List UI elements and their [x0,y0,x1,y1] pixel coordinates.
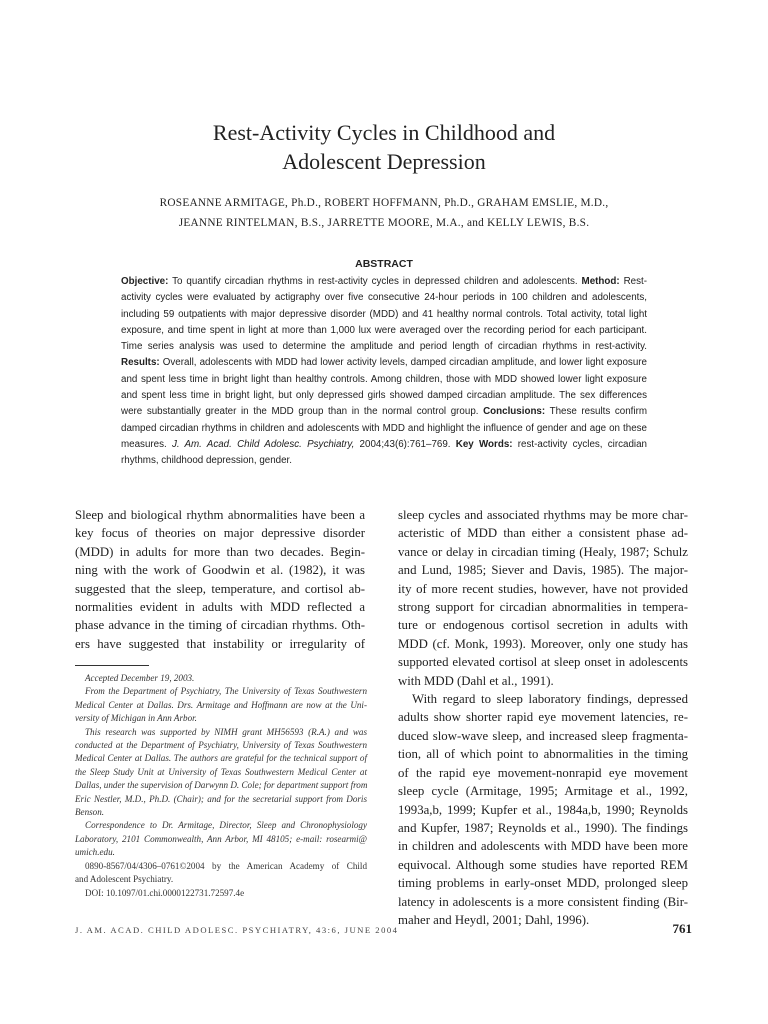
abstract-line: and spent less time in bright light than healthy controls. Among children, those with MDD showed lower light exposure [121,373,647,385]
title-line-2: Adolescent Depression [282,149,486,174]
abstract-heading: ABSTRACT [355,258,413,270]
footnote-line: Eric Nestler, M.D., Ph.D. (Chair); and for the secretarial support from Doris [75,793,367,804]
abstract-line [121,355,647,371]
body-line: Sleep and biological rhythm abnormalities have been a [75,508,365,522]
footnote-line: conducted at the Department of Psychiatry, University of Texas Southwestern [75,740,367,751]
abstract-line [121,404,647,420]
conclusions-label: Conclusions: [483,406,546,418]
body-line: maher and Heydl, 2001; Dahl, 1996). [398,912,590,927]
body-line: adults show shorter rapid eye movement latencies, re- [398,710,688,725]
footnote-line: Benson. [75,807,105,818]
body-line: ers have suggested that instability or irregularity of [75,636,365,651]
objective-label: Objective: [121,276,169,287]
abstract-line: exposure, and time spent in light at more than 1,000 lux were averaged over the recording period for each participant. [121,324,647,336]
body-line: sleep cycle (Armitage, 1995; Armitage et al., 1992, [398,784,688,799]
page-number: 761 [672,921,692,936]
body-line: key focus of theories on major depressive disorder [75,526,365,541]
title-line-1: Rest-Activity Cycles in Childhood and [212,120,556,145]
body-line: ity of more recent studies, however, have not provided [398,581,688,596]
body-line: duced slow-wave sleep, and increased sleep fragmenta- [398,728,688,743]
abstract-line: damped circadian rhythms in children and adolescents with MDD and highlight the influence of gender and age on these [121,422,647,434]
body-line: tion, all of which point to abnormalities in the timing [398,747,688,762]
body-line: with MDD (Dahl et al., 1991). [398,673,554,688]
body-line: (MDD) in adults for more than two decades. Begin- [75,544,365,559]
body-line: timing problems in early-onset MDD, prolonged sleep [398,876,688,891]
abstract-text: Rest- [619,276,647,287]
authors-line-1: ROSEANNE ARMITAGE, Ph.D., ROBERT HOFFMANN, Ph.D., GRAHAM EMSLIE, M.D., [159,197,609,209]
running-footer: J. AM. ACAD. CHILD ADOLESC. PSYCHIATRY, 43:6, JUNE 2004 [75,925,399,935]
footnote-line: This research was supported by NIMH grant MH56593 (R.A.) and was [85,726,367,737]
article-title [0,118,768,176]
abstract-text: To quantify circadian rhythms in rest-activity cycles in depressed children and adolescents. [168,276,582,287]
footnote-line: and Adolescent Psychiatry. [75,874,174,885]
abstract-line: and spent less time in bright light, but only depressed girls showed damped circadian amplitude. The sex differences [121,390,647,402]
key-words-label: Key Words: [455,438,513,450]
abstract-body [121,274,647,470]
body-line: MDD (cf. Monk, 1993). Moreover, only one study has [398,636,688,651]
abstract-line [121,274,647,290]
abstract-text: 2004;43(6):761–769. [354,438,456,450]
body-line: phase advance in the timing of circadian rhythms. Oth- [75,618,365,633]
body-line: latency in adolescents is a more consistent finding (Bir- [398,894,688,909]
abstract-line: rhythms, childhood depression, gender. [121,455,293,467]
body-line: normalities evident in adults with MDD reflected a [75,600,365,615]
abstract-text: measures. [121,438,172,450]
right-column-body [398,506,688,929]
body-line: acteristic of MDD than either a consistent phase ad- [398,526,688,541]
body-line: in children and adolescents with MDD have been more [398,839,688,854]
footnote-line: the Sleep Study Unit at University of Texas Southwestern Medical Center at [75,766,367,777]
abstract-line: Time series analysis was used to determine the amplitude and period length of circadian rhythms in rest-activity. [121,341,647,353]
footnote-line: Medical Center at Dallas. The authors are grateful for the technical support of [75,753,367,764]
footnotes [75,672,367,900]
footnote-line: 0890-8567/04/4306–0761©2004 by the American Academy of Child [85,860,367,871]
body-line: sleep cycles and associated rhythms may be more char- [398,508,688,522]
body-line: ning with the work of Goodwin et al. (1982), it was [75,563,365,578]
abstract-text: rest-activity cycles, circadian [512,438,647,450]
footnote-line: Correspondence to Dr. Armitage, Director, Sleep and Chronophysiology [85,820,367,831]
footnote-divider [75,665,149,666]
method-label: Method: [581,276,620,287]
body-line: and Lund, 1985; Siever and Davis, 1985). The major- [398,563,688,578]
body-line: strong support for circadian abnormalities in tempera- [398,600,688,615]
abstract-line [121,437,647,453]
results-label: Results: [121,357,160,369]
citation-journal: J. Am. Acad. Child Adolesc. Psychiatry, [171,438,355,450]
left-column-body [75,506,365,653]
abstract-text: Overall, adolescents with MDD had lower activity levels, damped circadian amplitude, and lower light exposure [159,357,647,369]
abstract-text: were substantially greater in the MDD group than in the normal control group. [121,406,484,418]
author-list [0,193,768,233]
footnote-line: Accepted December 19, 2003. [85,673,195,683]
abstract-line: including 59 outpatients with major depressive disorder (MDD) and 41 healthy normal controls. Total activity, total light [121,308,647,320]
body-line: of the rapid eye movement-nonrapid eye movement [398,765,688,780]
footnote-line: DOI: 10.1097/01.chi.0000122731.72597.4e [85,887,245,898]
body-line: supported elevated cortisol at sleep onset in adolescents [398,655,688,670]
footnote-line: versity of Michigan in Ann Arbor. [75,713,197,724]
authors-line-2: JEANNE RINTELMAN, B.S., JARRETTE MOORE, M.A., and KELLY LEWIS, B.S. [178,217,590,229]
abstract-text: These results confirm [545,406,647,418]
body-line: With regard to sleep laboratory findings, depressed [412,692,688,707]
footnote-line: Medical Center at Dallas. Drs. Armitage and Hoffmann are now at the Uni- [75,699,367,710]
body-line: equivocal. Although some studies have reported REM [398,857,688,872]
body-line: vance or delay in circadian timing (Healy, 1987; Schulz [398,544,688,559]
body-line: and Kupfer, 1987; Reynolds et al., 1990). The findings [398,820,688,835]
footnote-line: From the Department of Psychiatry, The University of Texas Southwestern [85,686,367,697]
footnote-line: umich.edu. [75,847,115,858]
footnote-line: Laboratory, 2101 Commonwealth, Ann Arbor, MI 48105; e-mail: rosearmi@ [75,833,367,844]
body-line: suggested that the sleep, temperature, and cortisol ab- [75,581,365,596]
body-line: 1993a,b, 1999; Kupfer et al., 1984a,b, 1990; Reynolds [398,802,688,817]
footnote-line: Dallas, under the supervision of Darwynn D. Cole; for department support from [75,780,368,791]
abstract-line: activity cycles were evaluated by actigraphy over five consecutive 24-hour periods in 100 children and adolescents, [121,292,647,304]
body-line: ture or endogenous cortisol secretion in adults with [398,618,688,633]
